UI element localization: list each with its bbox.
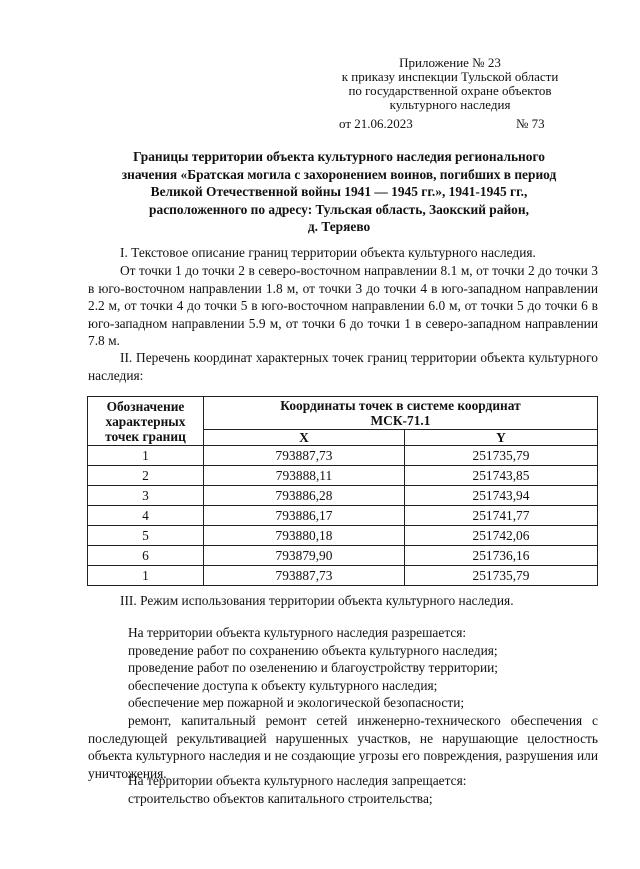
point-number: 4 (88, 506, 204, 526)
prohibited-intro: На территории объекта культурного наследия запрещается: (128, 773, 467, 788)
allowed-item: проведение работ по сохранению объекта культурного наследия; (128, 643, 498, 658)
table-header-x: X (204, 430, 405, 446)
point-y: 251735,79 (405, 566, 598, 586)
appendix-reference (300, 56, 600, 112)
point-number: 1 (88, 446, 204, 466)
coord-header-line: МСК-71.1 (370, 413, 431, 428)
point-x: 793887,73 (204, 446, 405, 466)
section1-text: От точки 1 до точки 2 в северо-восточном направлении 8.1 м, от точки 2 до точки 3 в юго-восточном направлении 1.8 м, от точки 3 до точки 4 в юго-западном направлении 2.2 м, от точки 4 до точки 5 в юго-восточном направлении 6.0 м, от точки 5 до точки 6 в юго-западном направлении 5.9 м, от точки 6 до точки 1 в северо-западном направлении 7.8 м. (88, 263, 598, 348)
point-x: 793886,28 (204, 486, 405, 506)
point-y: 251743,94 (405, 486, 598, 506)
title-line: значения «Братская могила с захоронением воинов, погибших в период (121, 166, 557, 182)
order-number: № 73 (516, 116, 545, 131)
title-line: Границы территории объекта культурного наследия регионального (133, 149, 545, 164)
appendix-line: Приложение № 23 (399, 55, 501, 70)
title-line: д. Теряево (307, 219, 371, 235)
point-number: 3 (88, 486, 204, 506)
allowed-item: обеспечение доступа к объекту культурного наследия; (128, 678, 438, 693)
point-number: 2 (88, 466, 204, 486)
table-header-coord-system (204, 397, 598, 430)
point-y: 251743,85 (405, 466, 598, 486)
table-row (88, 446, 598, 466)
document-title (95, 148, 583, 236)
prohibited-item: строительство объектов капитального строительства; (128, 791, 433, 806)
appendix-line: к приказу инспекции Тульской области (341, 69, 559, 84)
section3-heading: III. Режим использования территории объекта культурного наследия. (120, 593, 514, 608)
table-row (88, 526, 598, 546)
table-row (88, 546, 598, 566)
point-number: 1 (88, 566, 204, 586)
table-row (88, 566, 598, 586)
section2-heading: II. Перечень координат характерных точек границ территории объекта культурного наследия: (88, 350, 598, 383)
allowed-item: обеспечение мер пожарной и экологической безопасности; (128, 695, 465, 710)
point-x: 793887,73 (204, 566, 405, 586)
table-header-points: Обозначение характерных точек границ (88, 397, 204, 446)
point-number: 6 (88, 546, 204, 566)
allowed-item: проведение работ по озеленению и благоустройству территории; (128, 660, 499, 675)
coordinates-table (87, 396, 598, 586)
order-date: от 21.06.2023 (339, 116, 413, 131)
point-y: 251735,79 (405, 446, 598, 466)
allowed-intro: На территории объекта культурного наследия разрешается: (128, 625, 467, 640)
point-x: 793886,17 (204, 506, 405, 526)
point-x: 793888,11 (204, 466, 405, 486)
coord-header-line: Координаты точек в системе координат (280, 398, 521, 413)
point-y: 251742,06 (405, 526, 598, 546)
title-line: расположенного по адресу: Тульская область, Заокский район, (149, 201, 529, 217)
table-row (88, 466, 598, 486)
point-number: 5 (88, 526, 204, 546)
table-row (88, 506, 598, 526)
point-x: 793880,18 (204, 526, 405, 546)
table-row (88, 486, 598, 506)
title-line: Великой Отечественной войны 1941 — 1945 гг.», 1941-1945 гг., (150, 184, 528, 200)
section1-heading: I. Текстовое описание границ территории объекта культурного наследия. (120, 245, 536, 260)
table-header-y: Y (405, 430, 598, 446)
appendix-line: культурного наследия (389, 97, 511, 112)
appendix-line: по государственной охране объектов (348, 83, 552, 98)
point-x: 793879,90 (204, 546, 405, 566)
repair-paragraph: ремонт, капитальный ремонт сетей инженерно-технического обеспечения с последующей рекультивацией нарушенных участков, не нарушающие целостность объекта культурного наследия и не создающие угрозы его повреждения, разрушения или уничтожения. (88, 713, 598, 781)
point-y: 251741,77 (405, 506, 598, 526)
point-y: 251736,16 (405, 546, 598, 566)
